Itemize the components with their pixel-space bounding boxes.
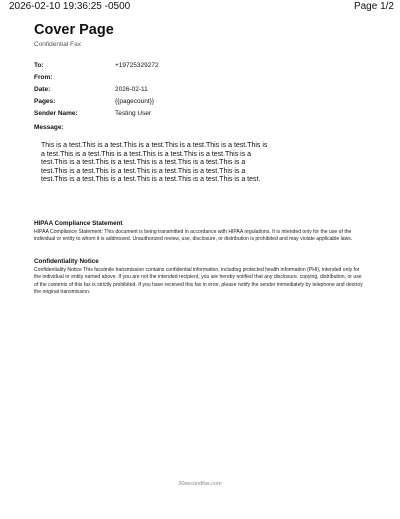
field-label: Pages:: [34, 98, 56, 105]
confidentiality-body: Confidentiality Notice This facsimile transmission contains confidential information, including protected health information (PHI), intended only for the individual or entity named above. If you are not the intended recipient, you are hereby notified that any disclosure, copying, distribution, or use of the contents of this fax is strictly prohibited. If you have received this fax in error, please notify the sender immediately by telephone and destroy the original transmission.: [34, 267, 363, 296]
hipaa-heading: HIPAA Compliance Statement: [34, 220, 123, 227]
field-label: Sender Name:: [34, 110, 78, 117]
fax-timestamp: 2026-02-10 19:36:25 -0500: [9, 1, 131, 12]
field-value: +19725329272: [115, 62, 159, 69]
message-body: This is a test.This is a test.This is a test.This is a test.This is a test.This is a test.This is a test.This is a test.This is a test.This is a test.This is a test.This is a test.This is a test.This is a test.This is a test.This is a test.This is a test.This is a test.This is a test.This is a test.This is a test.This is a test.This is a test.This is a test.This is a test.This is a test.: [41, 142, 268, 184]
field-value: {{pagecount}}: [115, 98, 155, 105]
hipaa-body: HIPAA Compliance Statement: This document is being transmitted in accordance with HIPAA regulations. It is intended only for the use of the individual or entity to whom it is addressed. Unauthorized review, use, disclosure, or distribution is prohibited and may violate applicable laws.: [34, 229, 353, 243]
page-subtitle: Confidential Fax: [34, 41, 81, 48]
field-label: Date:: [34, 86, 51, 93]
confidentiality-heading: Confidentiality Notice: [34, 258, 99, 265]
field-label: To:: [34, 62, 44, 69]
field-value: 2026-02-11: [115, 86, 148, 93]
page-indicator: Page 1/2: [353, 1, 394, 12]
message-label: Message:: [34, 124, 64, 131]
field-label: From:: [34, 74, 53, 81]
footer-text: 90secondfax.com: [178, 481, 222, 487]
page-title: Cover Page: [34, 22, 114, 38]
fax-header-bar: [0, 0, 400, 12]
field-value: Testing User: [115, 110, 152, 117]
